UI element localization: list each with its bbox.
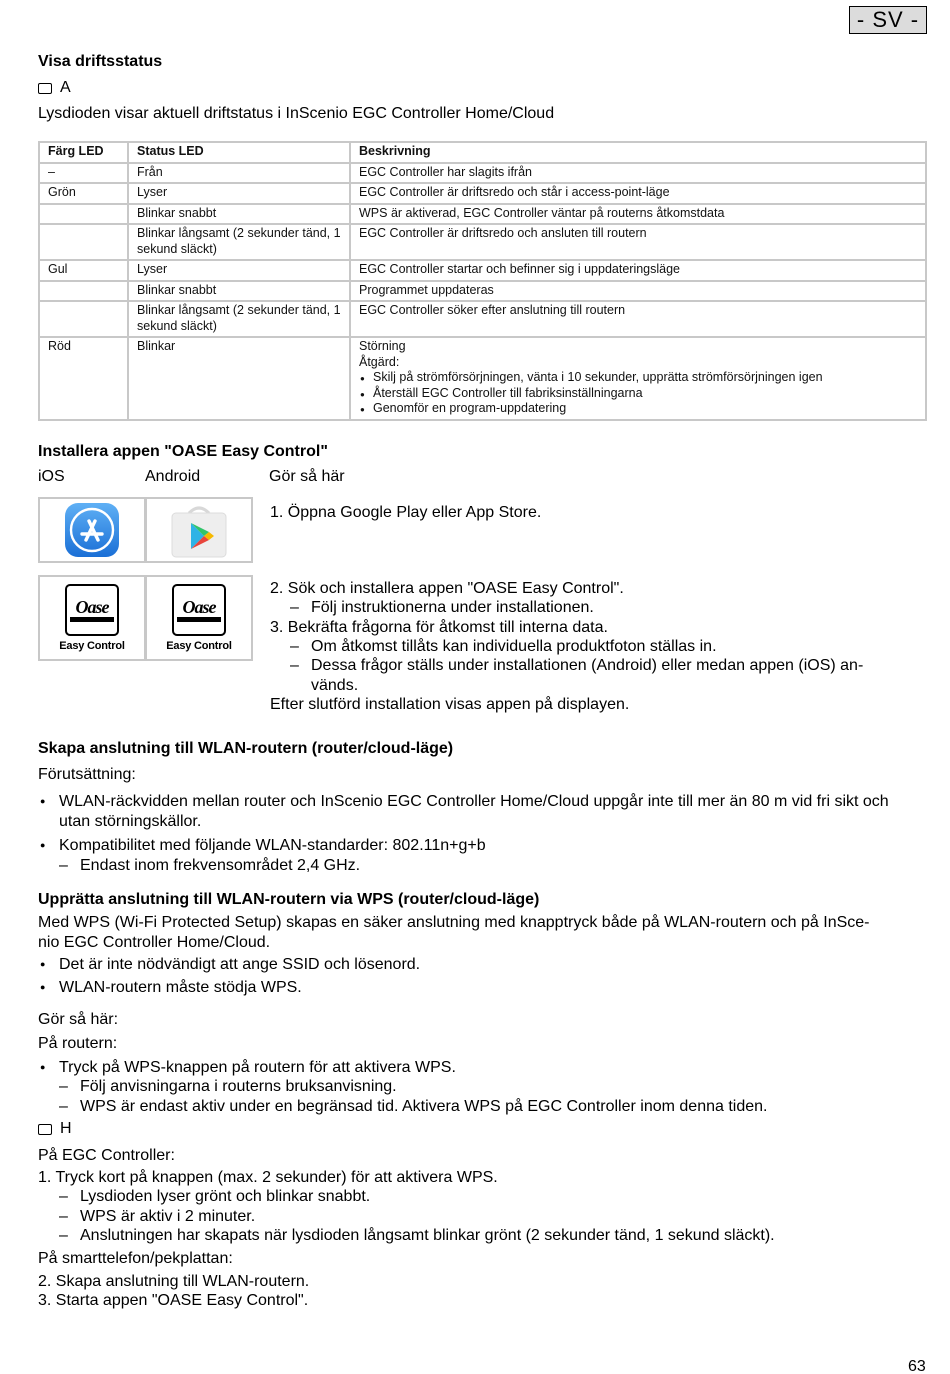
figure-reference (38, 1120, 72, 1138)
table-cell-status: Blinkar långsamt (2 sekunder tänd, 1 sekund släckt) (128, 224, 350, 260)
table-cell-description: WPS är aktiverad, EGC Controller väntar på routerns åtkomstdata (350, 204, 926, 225)
figure-reference-label: H (60, 1120, 72, 1137)
list-item: ● Återställ EGC Controller till fabriksinställningarna (359, 386, 917, 402)
table-row (39, 163, 926, 184)
prereq-label: Förutsättning: (38, 766, 136, 783)
table-row (39, 224, 926, 260)
on-egc-label: På EGC Controller: (38, 1147, 175, 1164)
app-store-cell (38, 497, 146, 563)
section-heading-wps: Upprätta anslutning till WLAN-routern via WPS (router/cloud-läge) (38, 891, 540, 908)
table-cell-color: Grön (39, 183, 128, 204)
led-status-table (38, 141, 927, 421)
table-row (39, 281, 926, 302)
oase-logo-word: Oase (182, 597, 216, 617)
column-android: Android (145, 468, 201, 485)
app-store-icon (64, 502, 120, 558)
list-item: ● Genomför en program-uppdatering (359, 401, 917, 417)
store-icons-row (38, 497, 254, 565)
table-cell-status: Blinkar långsamt (2 sekunder tänd, 1 sekund släckt) (128, 301, 350, 337)
table-cell-color (39, 224, 128, 260)
table-header-cell: Beskrivning (350, 142, 926, 163)
oase-ios-cell (38, 575, 146, 661)
list-item: ● Kompatibilitet med följande WLAN-standarder: 802.11n+g+b (38, 836, 930, 856)
status-intro: Lysdioden visar aktuell driftstatus i InScenio EGC Controller Home/Cloud (38, 105, 555, 122)
action-list (359, 370, 917, 417)
language-tag: - SV - (849, 6, 927, 34)
install-step-3: 3. Bekräfta frågorna för åtkomst till interna data. (270, 619, 608, 636)
table-cell-description: EGC Controller söker efter anslutning till routern (350, 301, 926, 337)
table-cell-description (350, 337, 926, 420)
install-step-3-sub1: – Om åtkomst tillåts kan individuella produktfoton ställas in. (311, 637, 717, 657)
table-header-cell: Status LED (128, 142, 350, 163)
install-step-2-sub: – Följ instruktionerna under installationen. (311, 598, 594, 618)
oase-android-cell (145, 575, 253, 661)
list-item-text: WLAN-räckvidden mellan router och InScenio EGC Controller Home/Cloud uppgår inte till mer än 80 m vid fri sikt och (59, 793, 889, 810)
howto-label: Gör så här: (38, 1011, 119, 1028)
phone-step-2: 2. Skapa anslutning till WLAN-routern. (38, 1273, 310, 1290)
egc-step-1: 1. Tryck kort på knappen (max. 2 sekunder) för att aktivera WPS. (38, 1169, 498, 1186)
list-subitem: – WPS är aktiv i 2 minuter. (80, 1207, 255, 1227)
table-cell-status: Blinkar (128, 337, 350, 420)
figure-reference-label: A (60, 79, 71, 96)
list-subitem: – Endast inom frekvensområdet 2,4 GHz. (80, 856, 360, 876)
google-play-icon (169, 501, 229, 559)
table-cell-status: Blinkar snabbt (128, 281, 350, 302)
section-heading-wlan: Skapa anslutning till WLAN-routern (router/cloud-läge) (38, 740, 454, 757)
list-item (38, 792, 930, 831)
table-row (39, 260, 926, 281)
table-cell-status: Från (128, 163, 350, 184)
list-item: ● Det är inte nödvändigt att ange SSID och lösenord. (38, 955, 930, 975)
table-cell-color: – (39, 163, 128, 184)
google-play-cell (145, 497, 253, 563)
table-cell-status: Lyser (128, 260, 350, 281)
table-cell-description: EGC Controller är driftsredo och står i access-point-läge (350, 183, 926, 204)
table-header-cell: Färg LED (39, 142, 128, 163)
oase-icons-row (38, 575, 254, 661)
figure-reference (38, 79, 71, 97)
fault-label: Störning (359, 339, 406, 353)
install-step-1: 1. Öppna Google Play eller App Store. (270, 504, 542, 521)
column-ios: iOS (38, 468, 65, 485)
wps-intro-line: nio EGC Controller Home/Cloud. (38, 933, 271, 951)
section-heading-operating-status: Visa driftsstatus (38, 53, 163, 70)
wps-intro-line: Med WPS (Wi-Fi Protected Setup) skapas en säker anslutning med knapptryck både på WLAN-routern och på InSce- (38, 914, 870, 931)
table-cell-color (39, 301, 128, 337)
table-cell-color (39, 204, 128, 225)
column-howto: Gör så här (269, 468, 345, 485)
list-item-text: utan störningskällor. (59, 812, 202, 830)
wps-intro (38, 913, 870, 952)
install-step-3-sub2-cont: vänds. (311, 677, 359, 694)
table-cell-description: EGC Controller är driftsredo och ansluten till routern (350, 224, 926, 260)
table-row (39, 204, 926, 225)
table-cell-description: EGC Controller startar och befinner sig i uppdateringsläge (350, 260, 926, 281)
book-icon (38, 1124, 52, 1135)
oase-card (172, 584, 226, 636)
install-finish: Efter slutförd installation visas appen på displayen. (270, 696, 630, 713)
install-step-2: 2. Sök och installera appen "OASE Easy Control". (270, 580, 624, 597)
page-number: 63 (908, 1358, 926, 1374)
oase-easy-control-icon (59, 584, 124, 652)
table-cell-color: Gul (39, 260, 128, 281)
list-item: ● Skilj på strömförsörjningen, vänta i 10 sekunder, upprätta strömförsörjningen igen (359, 370, 917, 386)
table-cell-color: Röd (39, 337, 128, 420)
book-icon (38, 83, 52, 94)
table-row (39, 301, 926, 337)
table-cell-status: Blinkar snabbt (128, 204, 350, 225)
table-header-row (39, 142, 926, 163)
table-cell-description: EGC Controller har slagits ifrån (350, 163, 926, 184)
table-cell-color (39, 281, 128, 302)
list-item: ● Tryck på WPS-knappen på routern för att aktivera WPS. (38, 1058, 930, 1078)
table-cell-description: Programmet uppdateras (350, 281, 926, 302)
list-subitem: – Följ anvisningarna i routerns bruksanvisning. (80, 1077, 397, 1097)
install-step-3-sub2: – Dessa frågor ställs under installationen (Android) eller medan appen (iOS) an- (311, 656, 863, 676)
list-item: ● WLAN-routern måste stödja WPS. (38, 978, 930, 998)
on-phone-label: På smarttelefon/pekplattan: (38, 1250, 233, 1267)
oase-card (65, 584, 119, 636)
section-heading-install-app: Installera appen "OASE Easy Control" (38, 443, 328, 460)
phone-step-3: 3. Starta appen "OASE Easy Control". (38, 1292, 309, 1309)
action-label: Åtgärd: (359, 354, 400, 369)
table-row (39, 337, 926, 420)
oase-easy-control-icon (166, 584, 231, 652)
oase-logo-word: Oase (75, 597, 109, 617)
oase-caption: Easy Control (59, 640, 125, 652)
table-row (39, 183, 926, 204)
list-subitem: – WPS är endast aktiv under en begränsad tid. Aktivera WPS på EGC Controller inom denna tiden. (80, 1097, 767, 1117)
list-subitem: – Lysdioden lyser grönt och blinkar snabbt. (80, 1187, 370, 1207)
on-router-label: På routern: (38, 1035, 118, 1052)
table-cell-status: Lyser (128, 183, 350, 204)
oase-caption: Easy Control (166, 640, 232, 652)
list-subitem: – Anslutningen har skapats när lysdioden långsamt blinkar grönt (2 sekunder tänd, 1 sekund släckt). (80, 1226, 775, 1246)
